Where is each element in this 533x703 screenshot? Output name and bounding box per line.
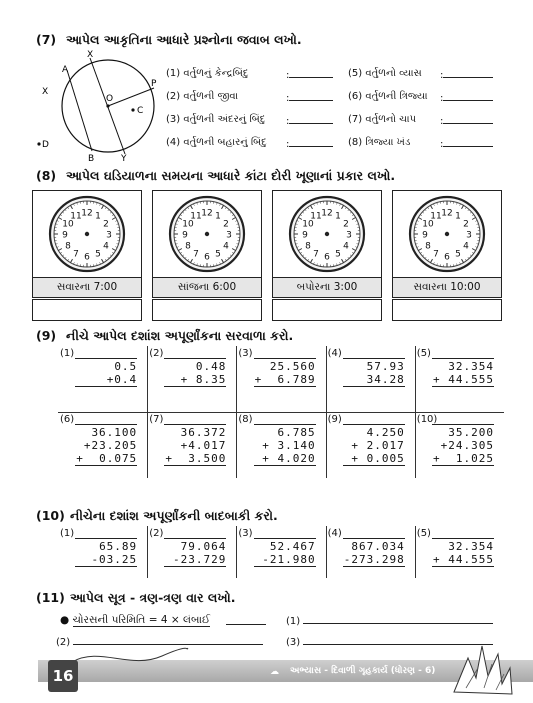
q7-item-8-text: (8) ત્રિજ્યા ખંડ — [348, 137, 411, 148]
column-divider — [415, 526, 416, 578]
operand: + 0.075 — [76, 452, 138, 465]
clock-number: 2 — [103, 219, 109, 230]
q7-item-6-text: (6) વર્તુળની ત્રિજ્યા — [348, 91, 428, 102]
q11-heading — [36, 590, 236, 606]
operand: 867.034 — [351, 540, 405, 553]
arithmetic-problem — [58, 412, 147, 478]
clock-number: 4 — [103, 241, 109, 252]
label-x-left: X — [42, 87, 49, 97]
arithmetic-problem — [147, 526, 236, 578]
q9-grid — [58, 346, 504, 500]
colon: : — [286, 93, 290, 104]
q8-heading — [36, 168, 395, 184]
operand: +4.017 — [180, 439, 227, 452]
q7-answer-3[interactable] — [286, 114, 333, 127]
clock-number: 3 — [226, 230, 232, 241]
clock-number: 1 — [335, 211, 341, 222]
problem-label: (8) — [238, 414, 253, 425]
operand: 79.064 — [180, 540, 227, 553]
q7-item-2 — [166, 91, 238, 102]
q11-number: (11) — [36, 590, 65, 605]
answer-rule — [432, 386, 494, 387]
clock-face-4 — [393, 191, 501, 277]
row-divider — [58, 412, 504, 413]
column-divider — [147, 526, 148, 578]
clock-number: 4 — [223, 241, 229, 252]
q7-item-1 — [166, 68, 249, 79]
top-rule — [343, 538, 405, 539]
q8-number: (8) — [36, 168, 57, 183]
problem-label: (3) — [238, 528, 253, 539]
clock-label-1: સવારના 7:00 — [32, 277, 142, 298]
operand: + 4.020 — [262, 452, 316, 465]
problem-label: (7) — [149, 414, 164, 425]
point-d — [37, 142, 40, 145]
q7-number: (7) — [36, 32, 57, 47]
top-rule — [75, 358, 137, 359]
top-rule — [432, 424, 494, 425]
clock-box-4 — [392, 190, 502, 278]
problem-label: (2) — [149, 348, 164, 359]
operand: 32.354 — [448, 540, 494, 553]
q7-item-2-text: (2) વર્તુળની જીવા — [166, 91, 239, 102]
clock-number: 9 — [182, 230, 188, 241]
q11-formula-line — [60, 614, 210, 627]
clock-number: 8 — [65, 241, 71, 252]
clock-center — [205, 232, 209, 236]
clock-number: 11 — [430, 211, 442, 222]
clock-number: 3 — [346, 230, 352, 241]
operand: + 8.35 — [180, 373, 227, 386]
clock-answer-4[interactable] — [392, 299, 502, 321]
clock-number: 9 — [62, 230, 68, 241]
q7-item-8 — [348, 137, 410, 148]
bullet-icon: ● — [60, 614, 70, 626]
problem-label: (6) — [60, 414, 75, 425]
operand: 65.89 — [99, 540, 138, 553]
point-c — [131, 108, 134, 111]
top-rule — [164, 424, 226, 425]
q7-answer-7[interactable] — [440, 114, 493, 127]
operand: +0.4 — [106, 373, 138, 386]
operand: 0.5 — [114, 360, 138, 373]
clock-number: 12 — [81, 208, 93, 219]
top-rule — [164, 358, 226, 359]
clock-number: 8 — [425, 241, 431, 252]
column-divider — [236, 526, 237, 578]
q7-item-4 — [166, 137, 267, 148]
q10-number: (10) — [36, 508, 65, 523]
clock-box-1 — [32, 190, 142, 278]
operand: -23.729 — [173, 553, 227, 566]
colon: : — [440, 70, 444, 81]
colon: : — [440, 93, 444, 104]
clock-number: 7 — [313, 249, 319, 260]
problem-label: (3) — [238, 348, 253, 359]
q9-heading — [36, 328, 293, 344]
clock-number: 12 — [201, 208, 213, 219]
operand: 32.354 — [448, 360, 494, 373]
clock-number: 11 — [310, 211, 322, 222]
answer-blank[interactable] — [289, 114, 333, 124]
operand: + 0.005 — [351, 452, 405, 465]
clock-number: 1 — [95, 211, 101, 222]
label-d: D — [42, 140, 49, 150]
arithmetic-problem — [58, 526, 147, 578]
clock-face-1 — [33, 191, 141, 277]
arithmetic-problem — [147, 412, 236, 478]
formula-extension-line — [226, 624, 266, 625]
q9-title: નીચે આપેલ દશાંશ અપૂર્ણાંકના સરવાળા કરો. — [66, 328, 294, 343]
q8-title: આપેલ ઘડિયાળના સમયના આધારે કાંટા દોરી ખૂણાનાં પ્રકાર લખો. — [66, 168, 396, 183]
q11-blank-3-label: (3) — [286, 637, 301, 648]
clock-number: 2 — [463, 219, 469, 230]
clock-number: 7 — [433, 249, 439, 260]
point-o — [106, 104, 109, 107]
top-rule — [254, 538, 316, 539]
q7-item-5-text: (5) વર્તુળનો વ્યાસ — [348, 68, 422, 79]
answer-rule — [254, 566, 316, 567]
arithmetic-problem — [326, 346, 415, 412]
q7-answer-6[interactable] — [440, 91, 493, 104]
colon: : — [286, 70, 290, 81]
operand: + 3.500 — [165, 452, 227, 465]
arithmetic-problem — [58, 346, 147, 412]
clock-face-2 — [153, 191, 261, 277]
clock-number: 10 — [302, 219, 314, 230]
arithmetic-problem — [147, 346, 236, 412]
operand: + 44.555 — [433, 553, 494, 566]
q7-answer-4[interactable] — [286, 137, 333, 150]
q11-blank-2-label: (2) — [56, 637, 71, 648]
clock-number: 4 — [463, 241, 469, 252]
arithmetic-problem — [415, 412, 504, 478]
problem-label: (1) — [60, 348, 75, 359]
operand: 35.200 — [448, 426, 494, 439]
operand: 0.48 — [195, 360, 227, 373]
top-rule — [164, 538, 226, 539]
circle-diagram — [30, 50, 170, 165]
clock-number: 5 — [95, 249, 101, 260]
column-divider — [326, 526, 327, 578]
arithmetic-problem — [236, 412, 325, 478]
q7-item-1-text: (1) વર્તુળનું કેન્દ્રબિંદુ — [166, 68, 249, 79]
q7-item-3 — [166, 114, 265, 125]
answer-blank[interactable] — [289, 91, 333, 101]
top-rule — [75, 424, 137, 425]
top-rule — [343, 358, 405, 359]
q7-item-7-text: (7) વર્તુળનો ચાપ — [348, 114, 417, 125]
operand: + 3.140 — [262, 439, 316, 452]
arithmetic-problem — [415, 526, 504, 578]
arithmetic-problem — [236, 346, 325, 412]
q10-heading — [36, 508, 278, 524]
answer-rule — [432, 465, 494, 466]
cloud-icon: ☁ — [270, 667, 279, 677]
arithmetic-problem — [415, 346, 504, 412]
clock-number: 6 — [444, 252, 450, 263]
label-x-top: X — [87, 50, 94, 60]
clock-number: 5 — [215, 249, 221, 260]
clock-center — [325, 232, 329, 236]
page-number: 16 — [52, 667, 74, 685]
q10-title: નીચેના દશાંશ અપૂર્ણાંકની બાદબાકી કરો. — [70, 508, 278, 523]
clock-box-2 — [152, 190, 262, 278]
top-rule — [432, 538, 494, 539]
problem-label: (1) — [60, 528, 75, 539]
arithmetic-problem — [326, 526, 415, 578]
operand: 4.250 — [366, 426, 405, 439]
answer-rule — [432, 566, 494, 567]
operand: + 6.789 — [254, 373, 316, 386]
clock-label-3: બપોરના 3:00 — [272, 277, 382, 298]
problem-label: (2) — [149, 528, 164, 539]
answer-rule — [343, 566, 405, 567]
label-a: A — [62, 65, 69, 75]
q7-item-3-text: (3) વર્તુળની અંદરનું બિંદુ — [166, 114, 266, 125]
operand: + 1.025 — [433, 452, 494, 465]
clock-number: 11 — [190, 211, 202, 222]
label-c: C — [137, 106, 144, 116]
clock-number: 6 — [84, 252, 90, 263]
clock-number: 8 — [185, 241, 191, 252]
arithmetic-problem — [326, 412, 415, 478]
q7-item-5 — [348, 68, 422, 79]
q7-heading — [36, 32, 302, 48]
clock-number: 10 — [182, 219, 194, 230]
clock-number: 7 — [193, 249, 199, 260]
colon: : — [286, 116, 290, 127]
q11-title: આપેલ સૂત્ર - ત્રણ-ત્રણ વાર લખો. — [70, 590, 236, 605]
problem-label: (9) — [327, 414, 342, 425]
q7-item-7 — [348, 114, 416, 125]
answer-blank[interactable] — [443, 114, 493, 124]
answer-rule — [343, 386, 405, 387]
clock-number: 3 — [106, 230, 112, 241]
colon: : — [440, 139, 444, 150]
answer-rule — [75, 386, 137, 387]
clock-number: 7 — [73, 249, 79, 260]
clock-number: 11 — [70, 211, 82, 222]
q7-item-4-text: (4) વર્તુળની બહારનું બિંદુ — [166, 137, 267, 148]
label-o: O — [106, 94, 114, 104]
answer-blank[interactable] — [443, 91, 493, 101]
chord-ab — [67, 70, 92, 151]
clock-number: 12 — [441, 208, 453, 219]
clock-number: 4 — [343, 241, 349, 252]
answer-blank[interactable] — [443, 68, 493, 78]
operand: +24.305 — [440, 439, 494, 452]
answer-rule — [343, 465, 405, 466]
clock-number: 6 — [204, 252, 210, 263]
clock-number: 5 — [335, 249, 341, 260]
clock-box-3 — [272, 190, 382, 278]
clock-label-4: સવારના 10:00 — [392, 277, 502, 298]
label-b: B — [88, 154, 95, 164]
clock-answer-2[interactable] — [152, 299, 262, 321]
q9-number: (9) — [36, 328, 57, 343]
top-rule — [343, 424, 405, 425]
clock-center — [85, 232, 89, 236]
clock-number: 12 — [321, 208, 333, 219]
clock-number: 2 — [223, 219, 229, 230]
operand: 34.28 — [366, 373, 405, 386]
operand: 25.560 — [269, 360, 316, 373]
top-rule — [75, 538, 137, 539]
clock-number: 9 — [302, 230, 308, 241]
crayons-illustration-icon — [448, 628, 516, 696]
top-rule — [254, 424, 316, 425]
operand: + 2.017 — [351, 439, 405, 452]
clock-number: 8 — [305, 241, 311, 252]
page-number-badge — [48, 660, 78, 692]
clock-number: 10 — [62, 219, 74, 230]
arithmetic-problem — [236, 526, 325, 578]
q7-answer-2[interactable] — [286, 91, 333, 104]
operand: +23.205 — [83, 439, 138, 452]
problem-label: (5) — [416, 528, 431, 539]
top-rule — [254, 358, 316, 359]
answer-blank[interactable] — [443, 137, 493, 147]
answer-blank[interactable] — [289, 68, 333, 78]
operand: -273.298 — [343, 553, 405, 566]
clock-number: 6 — [324, 252, 330, 263]
answer-blank[interactable] — [289, 137, 333, 147]
top-rule — [432, 358, 494, 359]
clock-number: 10 — [422, 219, 434, 230]
clock-label-2: સાંજના 6:00 — [152, 277, 262, 298]
colon: : — [440, 116, 444, 127]
clock-number: 3 — [466, 230, 472, 241]
q7-answer-8[interactable] — [440, 137, 493, 150]
label-p: P — [151, 79, 157, 89]
pencil-decoration-icon — [70, 644, 190, 668]
operand: -03.25 — [91, 553, 138, 566]
q7-answer-5[interactable] — [440, 68, 493, 81]
clock-face-3 — [273, 191, 381, 277]
clock-number: 2 — [343, 219, 349, 230]
operand: -21.980 — [262, 553, 316, 566]
problem-label: (4) — [327, 528, 342, 539]
clock-number: 5 — [455, 249, 461, 260]
clock-number: 9 — [422, 230, 428, 241]
answer-rule — [254, 465, 316, 466]
q11-blank-1-label: (1) — [286, 616, 301, 627]
answer-rule — [75, 566, 137, 567]
radius-op — [108, 88, 154, 106]
problem-label: (5) — [416, 348, 431, 359]
clock-answer-1[interactable] — [32, 299, 142, 321]
answer-rule — [164, 386, 226, 387]
operand: 57.93 — [366, 360, 405, 373]
clock-center — [445, 232, 449, 236]
q11-formula: ચોરસની પરિમિતિ = 4 × લંબાઈ — [72, 614, 211, 626]
operand: 6.785 — [277, 426, 316, 439]
q7-title: આપેલ આકૃતિના આધારે પ્રશ્નોના જવાબ લખો. — [66, 32, 302, 47]
q7-answer-1[interactable] — [286, 68, 333, 81]
answer-rule — [75, 465, 137, 466]
answer-rule — [164, 465, 226, 466]
problem-label: (10) — [416, 414, 438, 425]
colon: : — [286, 139, 290, 150]
operand: + 44.555 — [433, 373, 494, 386]
label-y: Y — [121, 154, 127, 164]
q7-item-6 — [348, 91, 428, 102]
operand: 52.467 — [269, 540, 316, 553]
q11-blank-1[interactable] — [286, 614, 493, 627]
operand: 36.100 — [91, 426, 138, 439]
answer-rule — [254, 386, 316, 387]
clock-answer-3[interactable] — [272, 299, 382, 321]
answer-blank[interactable] — [303, 614, 493, 624]
clock-number: 1 — [215, 211, 221, 222]
footer-text: અભ્યાસ - દિવાળી ગૃહકાર્ય (ધોરણ - 6) — [290, 666, 436, 676]
clock-number: 1 — [455, 211, 461, 222]
operand: 36.372 — [180, 426, 227, 439]
problem-label: (4) — [327, 348, 342, 359]
answer-rule — [164, 566, 226, 567]
q10-grid — [58, 526, 504, 578]
